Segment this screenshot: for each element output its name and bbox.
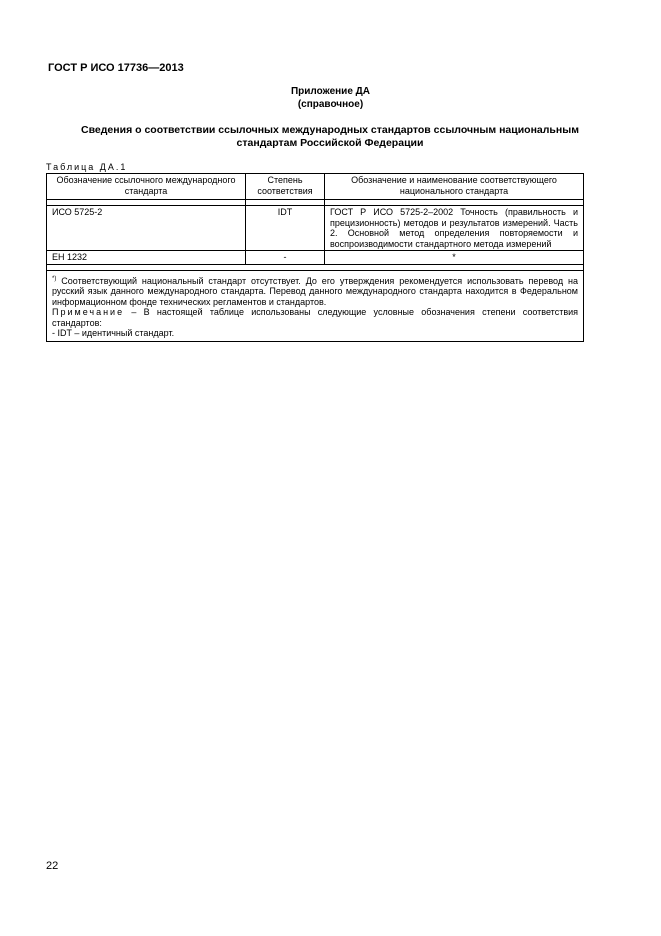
footnote (52, 274, 578, 308)
cell-national-standard: ГОСТ Р ИСО 5725-2–2002 Точность (правильность и прецизионность) методов и результатов измерений. Часть 2. Основной метод определения повторяемости и воспроизводимости стандартного метода измерений (325, 206, 584, 251)
annex-subtitle: (справочное) (297, 99, 364, 110)
annex-heading: Сведения о соответствии ссылочных международных стандартов ссылочным национальным стандартам Российской Федерации (81, 124, 579, 149)
table-row (47, 251, 584, 265)
correspondence-table (46, 173, 584, 342)
annex-title: Приложение ДА (290, 86, 371, 97)
table-footnote-row (47, 270, 584, 341)
table-row (47, 206, 584, 251)
footnote-marker: *) (52, 275, 57, 282)
cell-international-standard: ИСО 5725-2 (47, 206, 246, 251)
table-notes (47, 270, 584, 341)
note (52, 307, 578, 328)
note-text: – В настоящей таблице использованы следующие условные обозначения степени соответствия стандартов: (52, 307, 578, 328)
cell-international-standard: ЕН 1232 (47, 251, 246, 265)
header-degree: Степень соответствия (246, 174, 325, 200)
table-header-row (47, 174, 584, 200)
cell-degree: IDT (246, 206, 325, 251)
cell-degree: - (246, 251, 325, 265)
cell-national-standard: * (325, 251, 584, 265)
header-international-standard: Обозначение ссылочного международного стандарта (47, 174, 246, 200)
document-code: ГОСТ Р ИСО 17736—2013 (48, 62, 184, 74)
page-number: 22 (46, 860, 59, 872)
note-label: Примечание (52, 307, 125, 317)
header-national-standard: Обозначение и наименование соответствующего национального стандарта (325, 174, 584, 200)
footnote-text: Соответствующий национальный стандарт отсутствует. До его утверждения рекомендуется использовать перевод на русский язык данного международного стандарта. Перевод данного международного стандарта находится в Федеральном информационном фонде технических регламентов и стандартов. (52, 275, 578, 307)
table-caption: Таблица ДА.1 (46, 162, 128, 172)
note-legend: - IDT – идентичный стандарт. (52, 328, 175, 338)
